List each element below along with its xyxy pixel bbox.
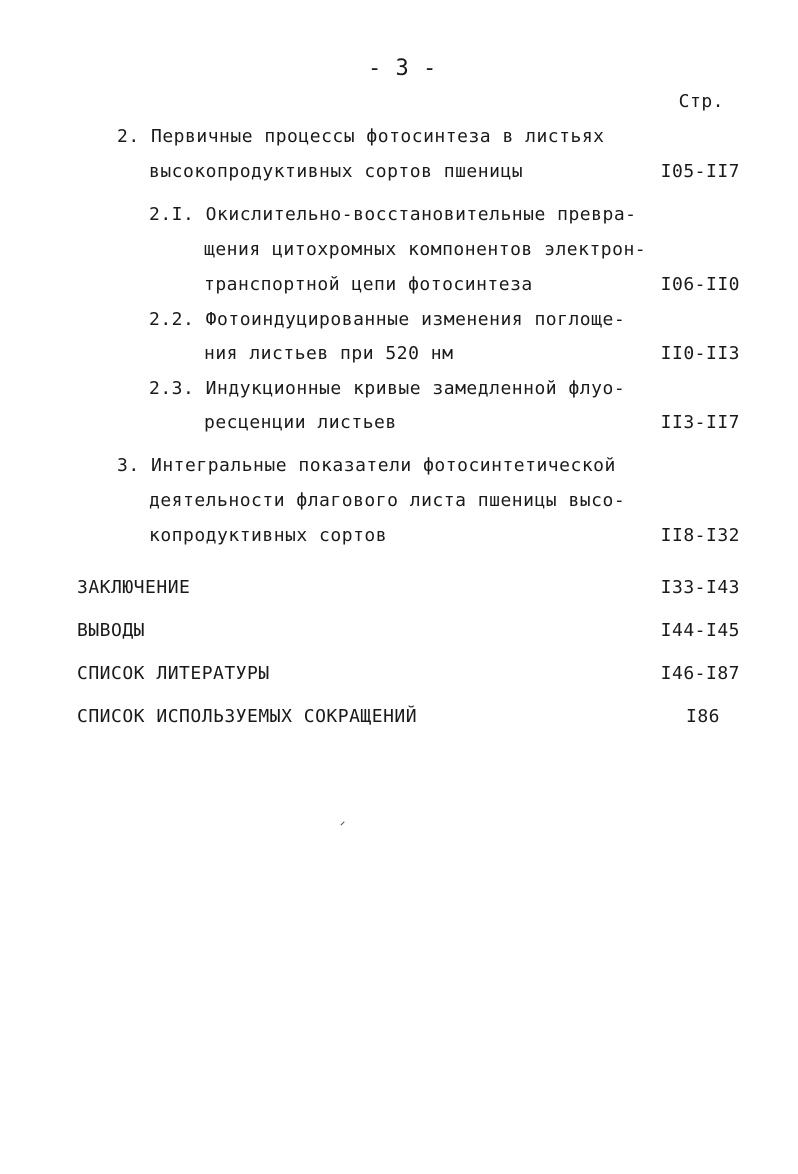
toc-section-3-line-2: деятельности флагового листа пшеницы высо- — [149, 490, 626, 511]
toc-section-3-line-3: копродуктивных сортов — [149, 525, 388, 546]
toc-section-2-2-line-1: 2.2. Фотоиндуцированные изменения поглоще- — [149, 309, 626, 330]
scan-speck — [340, 821, 344, 825]
toc-findings: ВЫВОДЫ — [77, 620, 146, 641]
toc-section-2-1-pages: I06-II0 — [660, 274, 740, 295]
toc-section-2-line-2: высокопродуктивных сортов пшеницы — [149, 161, 524, 182]
toc-section-2-3-pages: II3-II7 — [660, 412, 740, 433]
page-number: - 3 - — [368, 56, 437, 81]
column-header-pages: Стр. — [678, 91, 724, 112]
toc-section-2-3-line-2: ресценции листьев — [204, 412, 397, 433]
toc-section-2-3-line-1: 2.3. Индукционные кривые замедленной флуо- — [149, 378, 626, 399]
toc-section-3-line-1: 3. Интегральные показатели фотосинтетической — [117, 455, 616, 476]
toc-section-2-1-line-3: транспортной цепи фотосинтеза — [204, 274, 533, 295]
toc-section-2-2-pages: II0-II3 — [660, 343, 740, 364]
toc-section-2-2-line-2: ния листьев при 520 нм — [204, 343, 454, 364]
toc-conclusion-pages: I33-I43 — [660, 577, 740, 598]
toc-references-pages: I46-I87 — [660, 663, 740, 684]
toc-section-2-1-line-2: щения цитохромных компонентов электрон- — [204, 239, 647, 260]
toc-findings-pages: I44-I45 — [660, 620, 740, 641]
toc-conclusion: ЗАКЛЮЧЕНИЕ — [77, 577, 191, 598]
toc-section-2-1-line-1: 2.I. Окислительно-восстановительные превра- — [149, 204, 637, 225]
toc-abbreviations: СПИСОК ИСПОЛЬЗУЕМЫХ СОКРАЩЕНИЙ — [77, 706, 418, 727]
toc-section-2-pages: I05-II7 — [660, 161, 740, 182]
toc-abbreviations-pages: I86 — [685, 706, 720, 727]
toc-section-3-pages: II8-I32 — [660, 525, 740, 546]
toc-references: СПИСОК ЛИТЕРАТУРЫ — [77, 663, 270, 684]
toc-section-2-line-1: 2. Первичные процессы фотосинтеза в листьях — [117, 126, 605, 147]
